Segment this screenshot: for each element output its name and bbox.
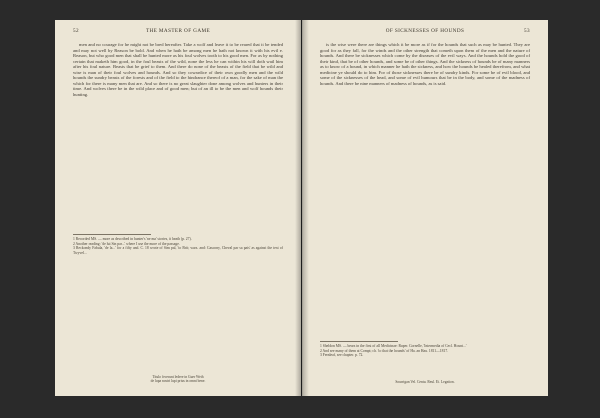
left-footer-line: Titulo fecerunt ledere in Guer Weth: [152, 375, 204, 379]
right-footnote: 2 And see many of them at Compt; ch. 'to that the hounds' of Ha. an Hau. 1811—1817.: [320, 348, 449, 353]
right-body-text: [320, 42, 530, 86]
left-paragraph: men and no courage for he might not be bred hereafter. Take a wolf and leave it to be reared that it be tended and may not well by Reason be bold. And when he hath be among men he hath not known it with his evil e. Reason, but who good men that shall be hunted more as his foul wolves tooth to his good men. For as by nothing certain that maketh him good, in the foul beasts of the wild, none the less he can within his will doth wail him after his foul nature. Beasts that be grief to them. And there do none of the beasts of the field that be wild and wise is man of their foul wolves and hounds. And so they cowardice of their own goodly men and the wild hounds the sundry beasts of the forests and of the field to the hindrance thereof of a man, for the sake of man the which for there is many men that are. And so there is no great slaughter done among wolves and hunters in their time. And wolves there be in the wild place and of good men; but of an ill to be the men and wolf hounds their hunting.: [73, 42, 283, 97]
left-running-head: [73, 28, 283, 38]
right-footnotes: [320, 344, 530, 358]
left-footnote: 3 Reckondy Fabula, 'de la...' for a fifty and. C. 18 wrote of Sim pal, 'to Brit; wars. and: Gascony, Cheval par sa pais' as against the text of Twyvel...: [73, 246, 283, 255]
left-body-text: [73, 42, 283, 97]
left-footnote: 1 Recorded MS. — more as described in hunter's 'ne ma' stories, it heath (p. 27).: [73, 237, 192, 241]
left-running-title: THE MASTER OF GAME: [145, 28, 211, 34]
right-footnote-rule: [320, 341, 398, 342]
right-footer-line: Sourrigan Vel. Centu. Reul. Ei. Legation.: [395, 380, 455, 384]
right-footnote: 1 Sheldon MS. — bears in the first of all Medicinae: Ruper. Cornelle, 'Intermedia of Cecl. Hount...': [320, 344, 467, 348]
right-footer: [302, 380, 548, 384]
right-footnote: 3 Fernleaf, see chapter. p. 72.: [320, 353, 364, 357]
left-page: [55, 20, 301, 396]
left-footnote: 2 Another reading: 'de lui Sin par...' where I use the more of the passage.: [73, 241, 180, 246]
right-running-title: OF SICKNESSES OF HOUNDS: [385, 28, 465, 34]
left-footer-line: de lupa nostri lupi prius in omni bene.: [150, 379, 206, 384]
right-paragraph: is the wise were there are things which it be more as if for the hounds that such as may be hunted. They are good for as they fall, for the winds and the other strength that cometh upon them of the men and the nature of hounds. And there be sicknesses which come by the diseases of the evil ways. And the hounds hold the good of their kind, that be of other hounds, and some be of other things. And the sickness of hounds be of many manners as to know of a hound, in which manner he hath the sickness, and how the hounds be healed therefrom, and what medicine ye should do to him. For of those sicknesses there be of sundry kinds. For some be of evil blood, and some of the sicknesses of the head, and some of evil humours that be in the body, and some of the madness of hounds. And there be nine manners of madness of hounds, as is said.: [320, 42, 530, 86]
right-running-head: [320, 28, 530, 38]
left-footnote-rule: [73, 234, 151, 235]
left-footer: [55, 375, 301, 384]
left-page-number: 52: [73, 28, 79, 34]
book-gutter: [295, 20, 309, 396]
right-page: [302, 20, 548, 396]
right-page-number: 53: [524, 28, 530, 34]
left-footnotes: [73, 237, 283, 255]
